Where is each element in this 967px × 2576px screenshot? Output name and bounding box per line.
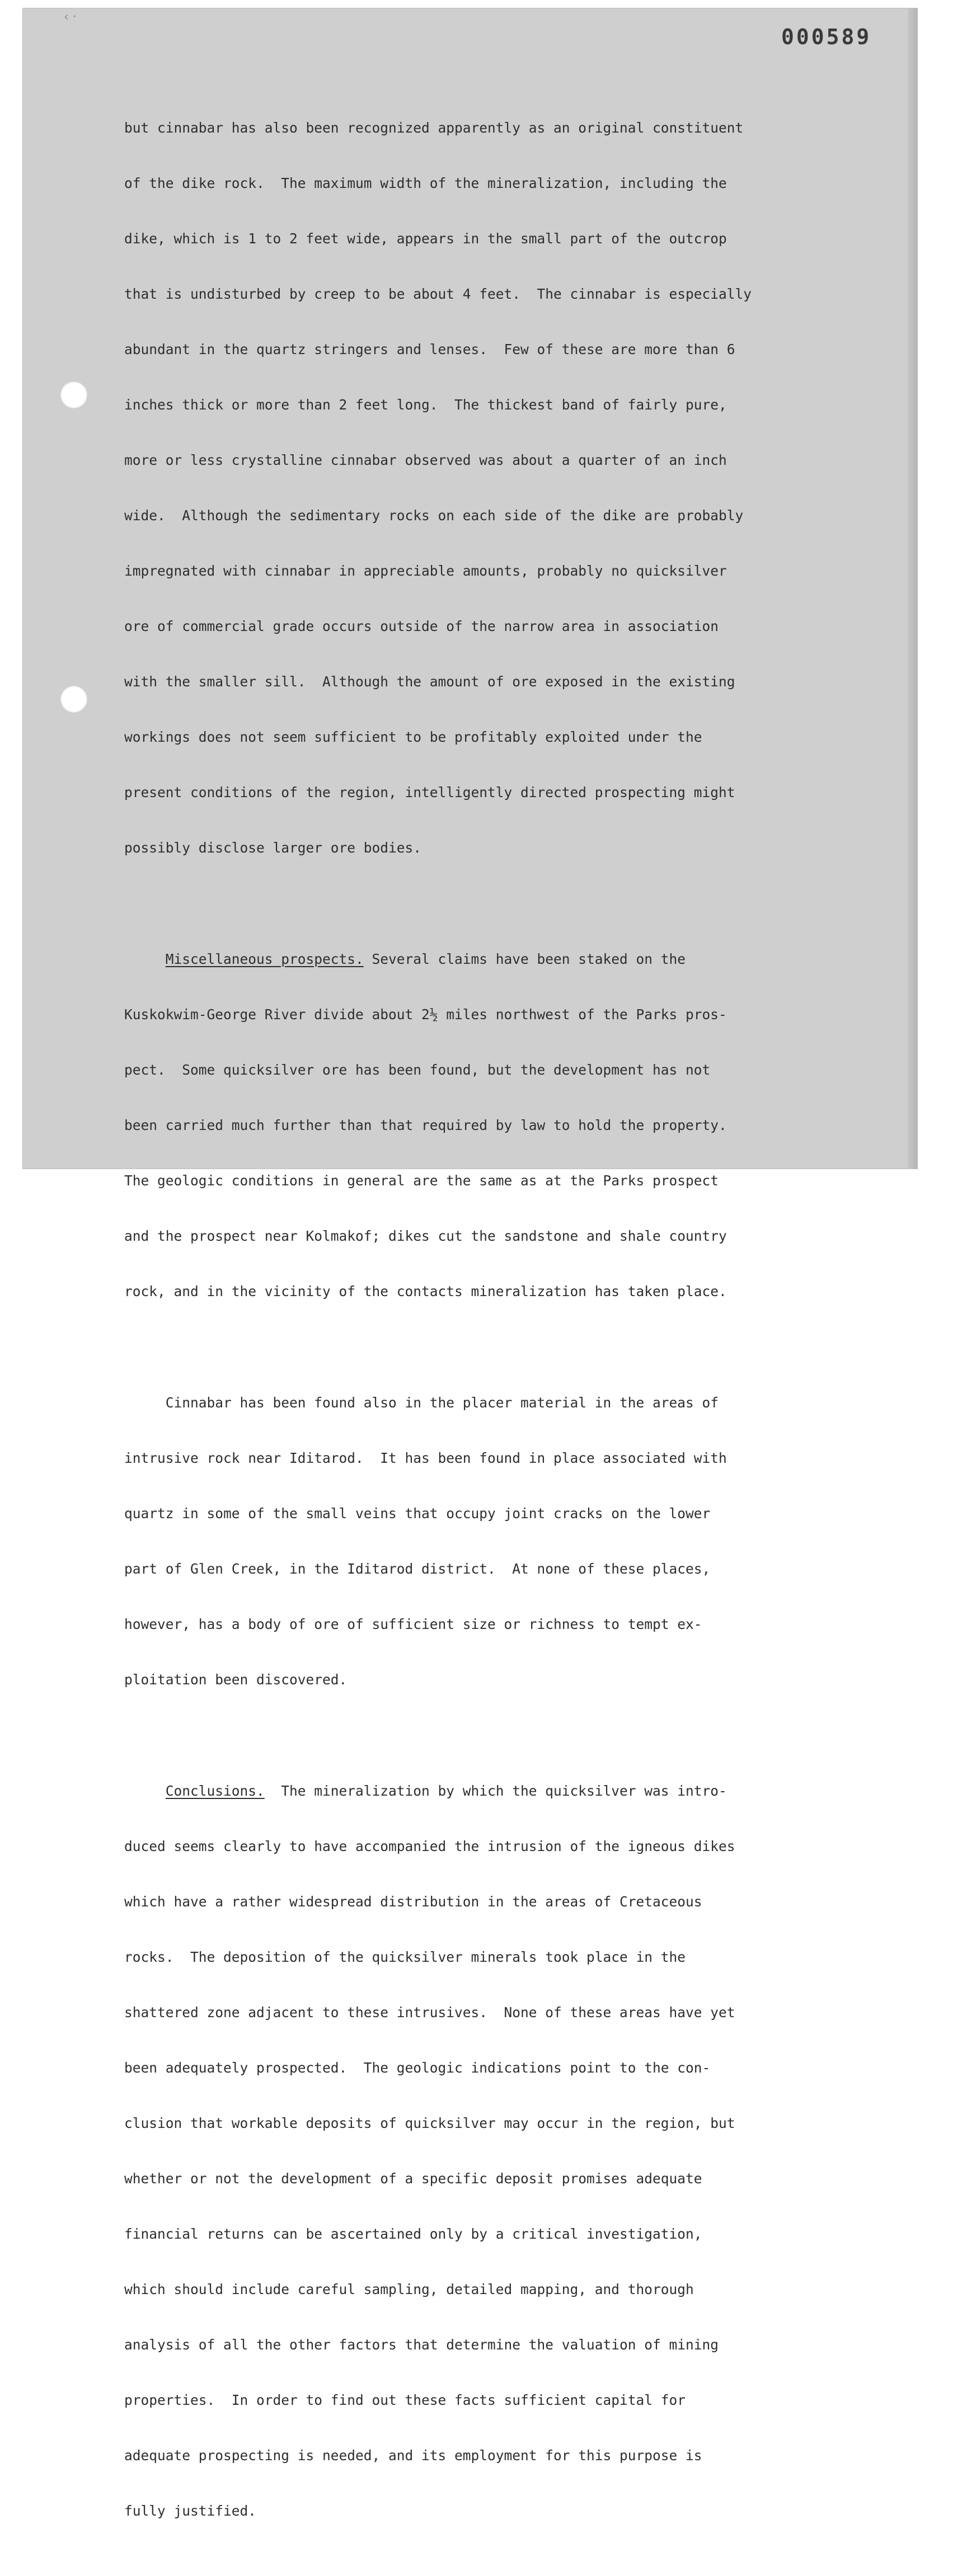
text-run: Several claims have been staked on the [363,951,686,967]
text-line: which have a rather widespread distribution in the areas of Cretaceous [124,1894,702,1910]
text-line: Kuskokwim-George River divide about 2½ miles northwest of the Parks pros- [124,1006,727,1023]
text-line: with the smaller sill. Although the amount of ore exposed in the existing [124,674,735,690]
text-line: rocks. The deposition of the quicksilver minerals took place in the [124,1949,686,1965]
sheet-edge-shadow [908,8,918,1169]
text-line: wide. Although the sedimentary rocks on each side of the dike are probably [124,507,744,524]
paragraph-1 [124,82,852,894]
text-line: duced seems clearly to have accompanied the intrusion of the igneous dikes [124,1838,735,1854]
section-heading-miscellaneous-prospects: Miscellaneous prospects. [165,951,364,967]
text-line: Cinnabar has been found also in the placer material in the areas of [124,1395,719,1411]
text-line: financial returns can be ascertained only by a critical investigation, [124,2226,702,2242]
text-line: ploitation been discovered. [124,1671,348,1688]
text-line: rock, and in the vicinity of the contacts mineralization has taken place. [124,1283,727,1299]
text-line: inches thick or more than 2 feet long. The thickest band of fairly pure, [124,397,727,413]
text-line: pect. Some quicksilver ore has been found, but the development has not [124,1062,711,1078]
text-line: analysis of all the other factors that determine the valuation of mining [124,2337,719,2353]
text-line: abundant in the quartz stringers and lenses. Few of these are more than 6 [124,341,735,357]
text-line: properties. In order to find out these facts sufficient capital for [124,2392,686,2408]
text-line [124,1782,852,1800]
text-line: present conditions of the region, intelligently directed prospecting might [124,784,735,800]
text-line: impregnated with cinnabar in appreciable amounts, probably no quicksilver [124,563,727,579]
text-line: possibly disclose larger ore bodies. [124,840,422,856]
text-line: but cinnabar has also been recognized apparently as an original constituent [124,120,744,136]
text-line: intrusive rock near Iditarod. It has been found in place associated with [124,1450,727,1466]
paragraph-miscellaneous-prospects [124,913,852,1338]
text-line: clusion that workable deposits of quicksilver may occur in the region, but [124,2115,735,2131]
text-line: and the prospect near Kolmakof; dikes cut the sandstone and shale country [124,1228,727,1244]
text-line: ore of commercial grade occurs outside of the narrow area in association [124,618,719,634]
paragraph-iditarod [124,1357,852,1726]
text-line: dike, which is 1 to 2 feet wide, appears in the small part of the outcrop [124,230,727,247]
section-heading-conclusions: Conclusions. [165,1783,265,1799]
text-run: The mineralization by which the quicksilver was intro- [264,1783,727,1799]
text-line: which should include careful sampling, detailed mapping, and thorough [124,2281,694,2297]
text-line: however, has a body of ore of sufficient size or richness to tempt ex- [124,1616,702,1632]
text-line [124,950,852,968]
text-line: that is undisturbed by creep to be about 4 feet. The cinnabar is especially [124,286,752,302]
text-line: been adequately prospected. The geologic indications point to the con- [124,2060,711,2076]
text-line: workings does not seem sufficient to be profitably exploited under the [124,729,702,745]
paragraph-conclusions [124,1745,852,2557]
text-line: of the dike rock. The maximum width of the mineralization, including the [124,175,727,191]
page-number: 000589 [781,25,872,49]
text-line: quartz in some of the small veins that occupy joint cracks on the lower [124,1505,711,1522]
text-line: shattered zone adjacent to these intrusives. None of these areas have yet [124,2004,735,2021]
scan-mark: ‹ · [64,10,77,24]
text-line: adequate prospecting is needed, and its employment for this purpose is [124,2447,702,2464]
text-line: part of Glen Creek, in the Iditarod district. At none of these places, [124,1561,711,1577]
punch-hole-top [60,382,87,408]
text-line: whether or not the development of a specific deposit promises adequate [124,2170,702,2187]
text-line: been carried much further than that required by law to hold the property. [124,1117,727,1133]
text-line: more or less crystalline cinnabar observed was about a quarter of an inch [124,452,727,468]
document-body [124,82,852,2576]
punch-hole-bottom [60,686,87,713]
text-line: The geologic conditions in general are the same as at the Parks prospect [124,1172,719,1189]
text-line: fully justified. [124,2503,257,2519]
